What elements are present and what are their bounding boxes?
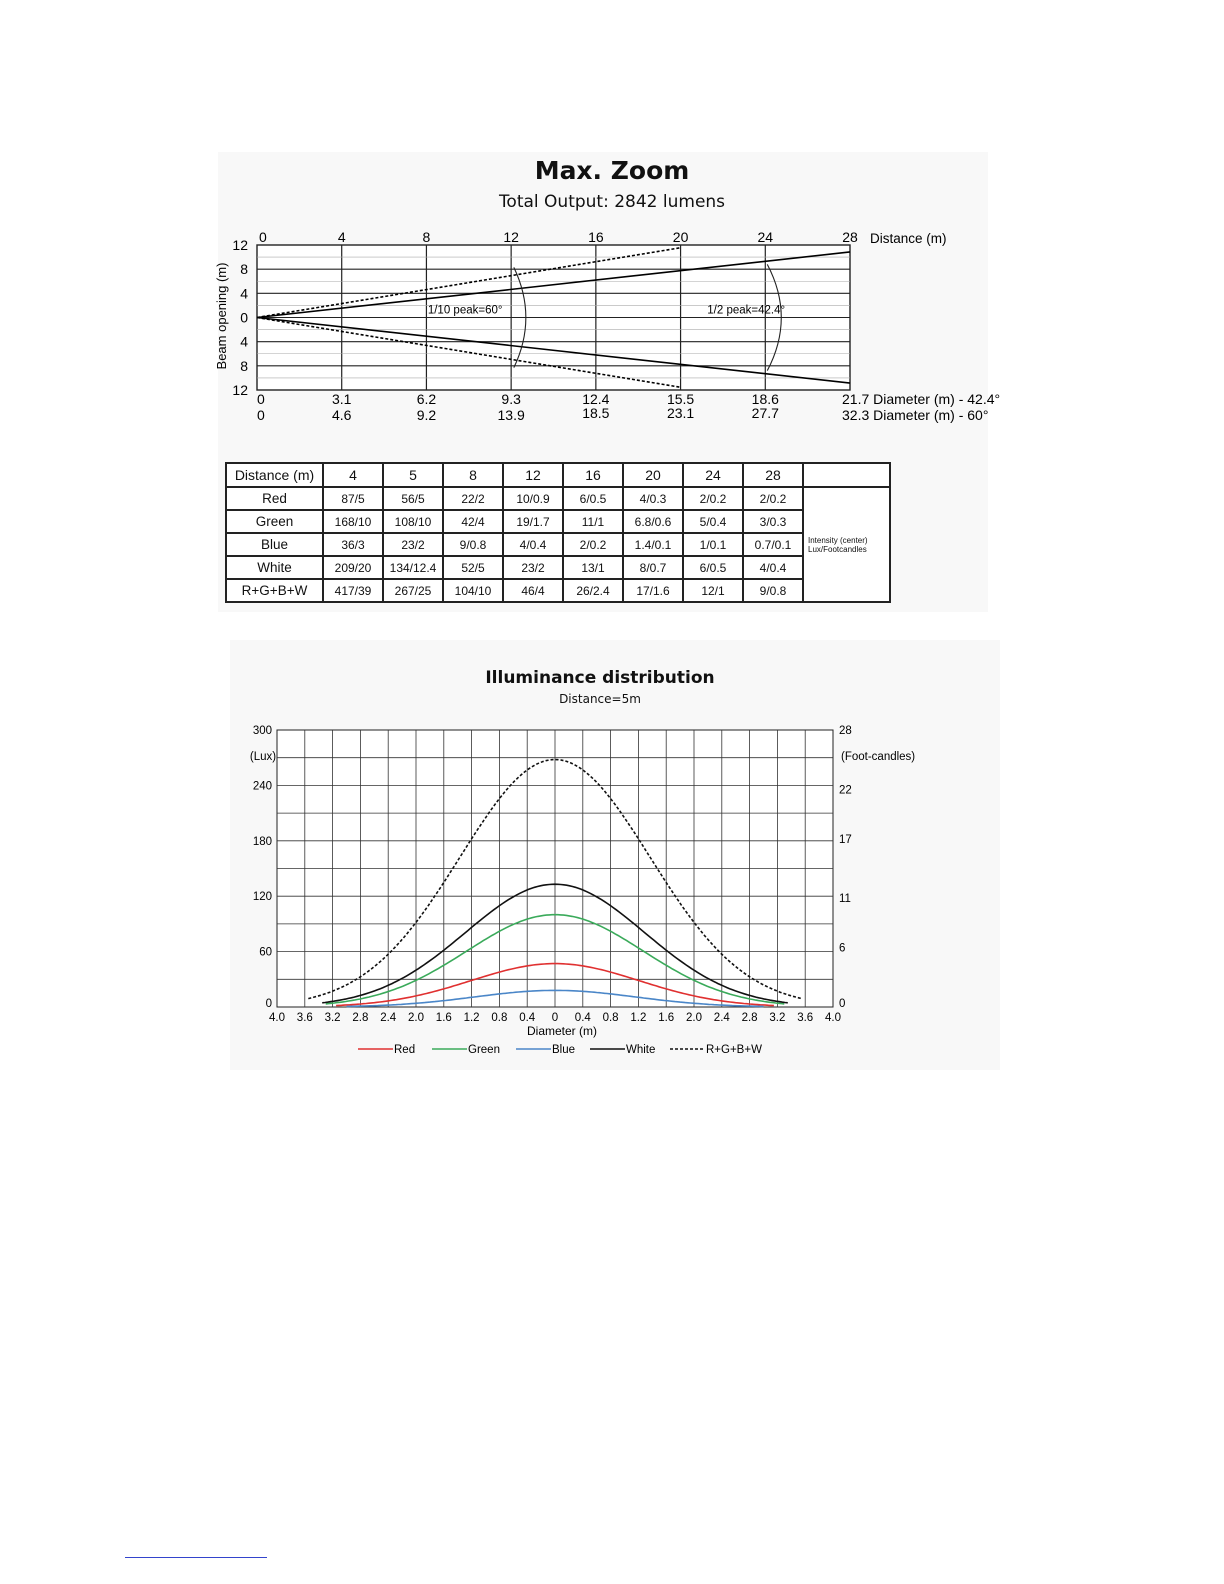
table-cell: 267/25 [383,579,443,602]
table-cell: 4/0.4 [743,556,803,579]
table-cell: 9/0.8 [443,533,503,556]
table-cell: 1.4/0.1 [623,533,683,556]
table-note-line-1: Intensity (center) [808,535,868,545]
beam-y-tick-label: 12 [232,237,248,253]
table-column-header: 12 [503,463,563,487]
beam-x-tick-label: 24 [757,229,774,245]
beam-x-tick-label: 16 [588,229,604,245]
illum-x-tick-label: 0.8 [602,1012,619,1024]
table-cell: 12/1 [683,579,743,602]
illuminance-subtitle: Distance=5m [559,692,641,706]
illum-y2-tick-label: 28 [839,725,852,737]
table-cell: 46/4 [503,579,563,602]
illum-x-tick-label: 4.0 [825,1012,841,1024]
beam-x-tick-label: 8 [422,229,431,245]
table-cell: 13/1 [563,556,623,579]
table-cell: 3/0.3 [743,510,803,533]
illuminance-y2-axis-label: (Foot-candles) [841,751,916,763]
beam-diameter-value: 18.5 [582,405,610,421]
beam-x-axis-label: Distance (m) [870,231,947,246]
beam-y-axis-label: Beam opening (m) [214,262,229,370]
illum-y-tick-label: 240 [252,780,272,793]
table-column-header: 28 [743,463,803,487]
table-cell: 87/5 [323,487,383,510]
table-column-header: 20 [623,463,683,487]
illum-x-tick-label: 3.6 [797,1012,814,1024]
table-cell: 42/4 [443,510,503,533]
illum-y-tick-label: 120 [252,891,272,904]
beam-x-tick-label: 20 [672,229,689,245]
table-cell: 0.7/0.1 [743,533,803,556]
beam-diameter-value: 12.4 [582,391,610,407]
table-note-line-2: Lux/Footcandles [808,544,867,554]
table-cell: 6/0.5 [683,556,743,579]
beam-diameter-value: 3.1 [331,391,352,407]
beam-diameter-end-label: 32.3 Diameter (m) - 60° [842,407,989,423]
illum-x-tick-label: 0.8 [491,1012,508,1024]
table-cell: 134/12.4 [383,556,443,579]
table-cell: 5/0.4 [683,510,743,533]
table-column-header: 5 [383,463,443,487]
table-cell: 6/0.5 [563,487,623,510]
table-cell: 1/0.1 [683,533,743,556]
beam-diameter-value: 23.1 [666,405,695,421]
beam-diameter-value: 0 [257,391,265,407]
table-cell: 2/0.2 [743,487,803,510]
illum-x-tick-label: 0.4 [574,1012,591,1024]
illum-x-tick-label: 2.0 [408,1012,424,1024]
beam-diameter-end-label: 21.7 Diameter (m) - 42.4° [842,391,1001,407]
beam-y-tick-label: 8 [240,261,248,278]
table-column-header: 16 [563,463,623,487]
beam-x-tick-label: 12 [503,229,519,245]
table-cell: 52/5 [443,556,503,579]
table-cell: 6.8/0.6 [623,510,683,533]
table-column-header: Distance (m) [226,463,323,487]
table-cell: 2/0.2 [683,487,743,510]
table-cell: 8/0.7 [623,556,683,579]
beam-angle-label: 1/2 peak=42.4° [707,304,786,317]
beam-diameter-value: 9.2 [416,407,437,423]
table-column-header: 24 [683,463,743,487]
illum-x-tick-label: 3.6 [296,1012,313,1024]
beam-y-tick-label: 8 [240,357,248,374]
beam-diameter-value: 9.3 [501,391,521,407]
beam-diameter-value: 13.9 [497,407,525,423]
table-column-header: 8 [443,463,503,487]
illum-y2-tick-label: 6 [839,942,846,955]
table-cell: 10/0.9 [503,487,563,510]
page-subtitle: Total Output: 2842 lumens [498,192,726,212]
beam-diameter-value: 4.6 [331,407,352,423]
table-cell: 108/10 [383,510,443,533]
illum-x-tick-label: 1.6 [658,1012,675,1024]
illum-x-tick-label: 3.2 [769,1012,786,1024]
illuminance-legend [358,1044,762,1056]
table-cell: 22/2 [443,487,503,510]
table-cell: 36/3 [323,533,383,556]
table-cell: 417/39 [323,579,383,602]
illum-legend-label: White [626,1044,656,1056]
illum-x-tick-label: 1.6 [435,1012,452,1024]
table-cell: 23/2 [503,556,563,579]
beam-diameter-value: 15.5 [666,391,695,407]
illum-y-tick-label: 180 [252,835,272,848]
illum-x-tick-label: 0.4 [519,1012,536,1024]
illum-x-tick-label: 2.4 [380,1012,397,1024]
table-cell: 104/10 [443,579,503,602]
illum-legend-label: R+G+B+W [706,1044,762,1056]
table-cell: 23/2 [383,533,443,556]
illum-y2-tick-label: 11 [839,893,851,906]
table-cell: 209/20 [323,556,383,579]
beam-angle-label: 1/10 peak=60° [427,304,503,317]
illum-x-tick-label: 2.0 [686,1012,702,1024]
illum-x-tick-label: 2.8 [352,1012,369,1024]
illum-x-tick-label: 3.2 [324,1012,341,1024]
illum-x-tick-label: 2.8 [741,1012,758,1024]
beam-diameter-value: 18.6 [751,391,779,407]
beam-x-tick-label: 4 [337,229,346,245]
table-cell: 4/0.3 [623,487,683,510]
illum-x-tick-label: 0 [551,1012,559,1024]
illum-y2-tick-label: 17 [839,833,852,846]
beam-y-tick-label: 4 [240,285,248,302]
table-cell: 4/0.4 [503,533,563,556]
footer-rule [125,1557,267,1558]
illum-x-tick-label: 2.4 [713,1012,730,1024]
page-title: Max. Zoom [534,156,690,185]
beam-x-tick-label: 28 [842,229,858,245]
table-cell: 9/0.8 [743,579,803,602]
illum-x-tick-label: 1.2 [463,1012,480,1024]
table-cell: 19/1.7 [503,510,563,533]
table-cell: 168/10 [323,510,383,533]
table-row-label: White [226,556,323,579]
table-cell: 26/2.4 [563,579,623,602]
illum-legend-label: Green [468,1044,500,1056]
illum-legend-label: Red [394,1044,416,1056]
illum-y-tick-label: 0 [265,998,272,1010]
table-row-label: R+G+B+W [226,579,323,602]
beam-x-tick-label: 0 [259,229,267,245]
illuminance-title: Illuminance distribution [485,668,715,688]
illuminance-y-axis-label: (Lux) [249,751,277,763]
table-column-header: 4 [323,463,383,487]
illum-legend-label: Blue [552,1044,576,1056]
table-row-label: Green [226,510,323,533]
illum-y-tick-label: 60 [259,946,272,959]
beam-y-tick-label: 12 [232,382,248,398]
illum-x-tick-label: 4.0 [269,1012,285,1024]
beam-diameter-value: 27.7 [751,405,779,421]
illuminance-grid [277,730,833,1007]
table-cell: 2/0.2 [563,533,623,556]
illum-y-tick-label: 300 [252,725,272,737]
illum-y2-tick-label: 22 [839,784,852,797]
illuminance-x-axis-label: Diameter (m) [526,1024,598,1038]
beam-diameter-value: 6.2 [416,391,437,407]
beam-y-tick-label: 4 [240,333,248,350]
table-cell: 17/1.6 [623,579,683,602]
beam-y-tick-label: 0 [240,309,248,326]
beam-diameter-value: 0 [257,407,265,423]
table-row-label: Blue [226,533,323,556]
illum-y2-tick-label: 0 [839,998,846,1010]
illum-x-tick-label: 1.2 [630,1012,647,1024]
table-cell: 11/1 [563,510,623,533]
table-cell: 56/5 [383,487,443,510]
table-row-label: Red [226,487,323,510]
